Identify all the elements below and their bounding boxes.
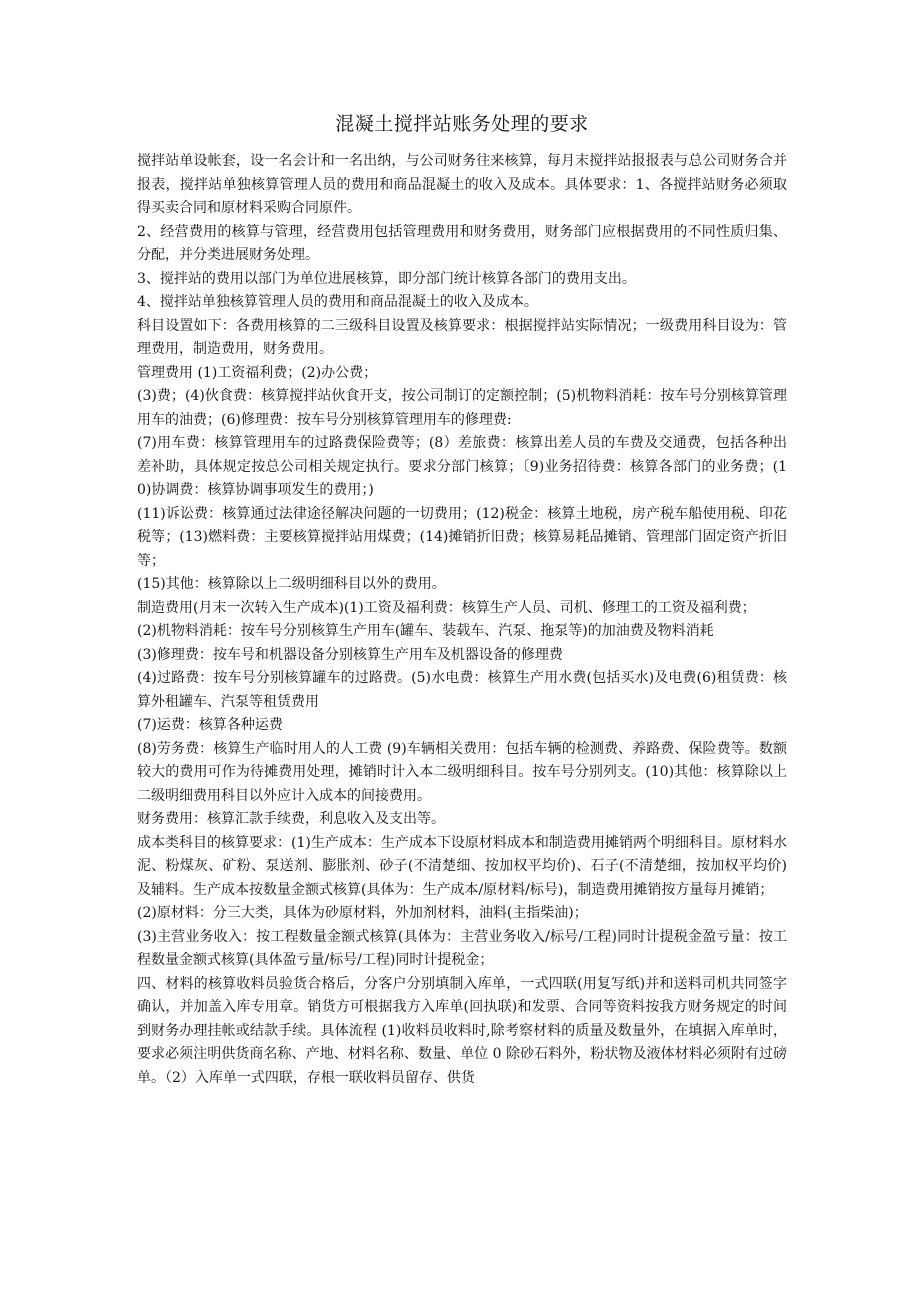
- paragraph: 4、搅拌站单独核算管理人员的费用和商品混凝土的收入及成本。: [137, 294, 538, 310]
- document-page: [137, 110, 787, 1090]
- paragraph: (2)原材料：分三大类，具体为砂原材料，外加剂材料，油料(主指柴油)；: [137, 905, 588, 921]
- paragraph: (4)过路费：按车号分别核算罐车的过路费。(5)水电费：核算生产用水费(包括买水)及电费(6)租赁费：核算外租罐车、汽泵等租赁费用: [137, 670, 787, 710]
- paragraph: (15)其他：核算除以上二级明细科目以外的费用。: [137, 576, 446, 592]
- paragraph: (2)机物料消耗：按车号分别核算生产用车(罐车、装载车、汽泵、拖泵等)的加油费及物料消耗: [137, 623, 714, 639]
- document-body: [137, 150, 787, 1090]
- paragraph: (3)费；(4)伙食费：核算搅拌站伙食开支，按公司制订的定额控制；(5)机物料消耗：按车号分别核算管理用车的油费；(6)修理费：按车号分别核算管理用车的修理费:: [137, 388, 787, 428]
- paragraph: 科目设置如下：各费用核算的二三级科目设置及核算要求：根据搅拌站实际情况；一级费用科目设为：管理费用，制造费用，财务费用。: [137, 317, 787, 357]
- paragraph: 四、材料的核算收料员验货合格后，分客户分别填制入库单，一式四联(用复写纸)并和送料司机共同签字确认，并加盖入库专用章。销货方可根据我方入库单(回执联)和发票、合同等资料按我方财务规定的时间到财务办理挂帐或结款手续。具体流程 (1)收料员收料时,除考察材料的质量及数量外，在填据入库单时，要求必须注明供货商名称、产地、材料名称、数量、单位 0 除砂石料外，粉状物及液体材料必须附有过磅单。（2）入库单一式四联，存根一联收料员留存、供货: [137, 975, 787, 1086]
- paragraph: (3)修理费：按车号和机器设备分别核算生产用车及机器设备的修理费: [137, 646, 563, 663]
- paragraph: 制造费用(月末一次转入生产成本)(1)工资及福利费：核算生产人员、司机、修理工的工资及福利费；: [137, 599, 756, 616]
- paragraph: 搅拌站单设帐套，设一名会计和一名出纳，与公司财务往来核算，每月末搅拌站报报表与总公司财务合并报表，搅拌站单独核算管理人员的费用和商品混凝土的收入及成本。具体要求：1、各搅拌站财务必须取得买卖合同和原材料采购合同原件。: [137, 153, 787, 216]
- document-title: 混凝土搅拌站账务处理的要求: [335, 113, 589, 135]
- paragraph: (8)劳务费：核算生产临时用人的人工费 (9)车辆相关费用：包括车辆的检测费、养路费、保险费等。数额较大的费用可作为待摊费用处理，摊销时计入本二级明细科目。按车号分别列支。(10)其他：核算除以上二级明细费用科目以外应计入成本的间接费用。: [137, 740, 787, 804]
- paragraph: (3)主营业务收入：按工程数量金额式核算(具体为：主营业务收入/标号/工程)同时计提税金盈亏量：按工程数量金额式核算(具体盈亏量/标号/工程)同时计提税金；: [137, 928, 787, 968]
- paragraph: (7)用车费：核算管理用车的过路费保险费等；(8）差旅费：核算出差人员的车费及交通费，包括各种出差补助，具体规定按总公司相关规定执行。要求分部门核算；〔9)业务招待费：核算各部门的业务费；(10)协调费：核算协调事项发生的费用；): [137, 435, 787, 498]
- paragraph: 3、搅拌站的费用以部门为单位进展核算，即分部门统计核算各部门的费用支出。: [137, 270, 636, 287]
- paragraph: 成本类科目的核算要求：(1)生产成本：生产成本下设原材料成本和制造费用摊销两个明细科目。原材料水泥、粉煤灰、矿粉、泵送剂、膨胀剂、砂子(不清楚细、按加权平均价)、石子(不清楚细，按加权平均价)及辅料。生产成本按数量金额式核算(具体为：生产成本/原材料/标号)，制造费用摊销按方量每月摊销；: [137, 834, 787, 898]
- paragraph: (7)运费：核算各种运费: [137, 717, 283, 733]
- paragraph: 财务费用：核算汇款手续费，利息收入及支出等。: [137, 811, 445, 827]
- paragraph: 管理费用 (1)工资福利费；(2)办公费；: [137, 364, 378, 381]
- paragraph: 2、经营费用的核算与管理，经营费用包括管理费用和财务费用，财务部门应根据费用的不同性质归集、分配，并分类进展财务处理。: [137, 223, 787, 263]
- paragraph: (11)诉讼费：核算通过法律途径解决问题的一切费用；(12)税金：核算土地税，房产税车船使用税、印花税等；(13)燃料费：主要核算搅拌站用煤费；(14)摊销折旧费；核算易耗品摊销、管理部门固定资产折旧等；: [137, 505, 787, 569]
